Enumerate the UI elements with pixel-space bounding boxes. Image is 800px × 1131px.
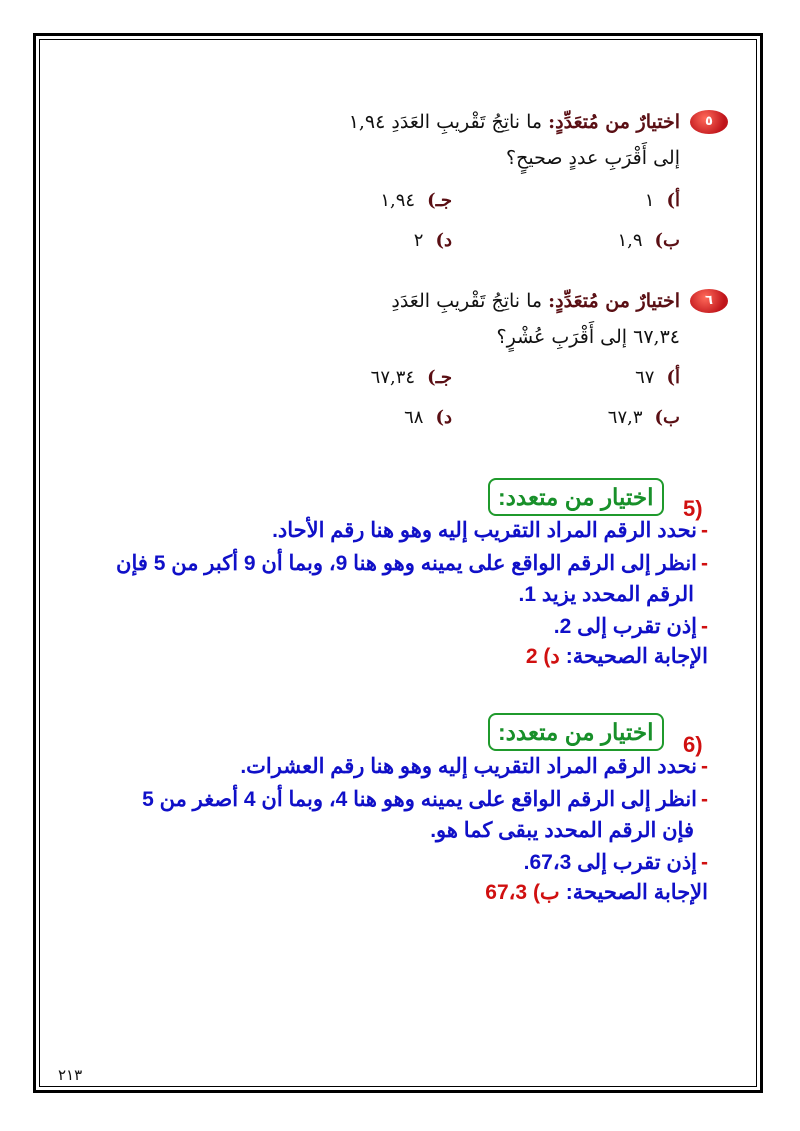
question-5 (120, 104, 713, 264)
solution-title: اختيار من متعدد: (488, 478, 664, 516)
option-value: ١ (644, 190, 655, 211)
option-b (617, 230, 680, 251)
question-line-2: ٦٧,٣٤ إلى أَقْرَبِ عُشْرٍ؟ (496, 326, 680, 348)
option-letter: د) (435, 230, 452, 251)
option-letter: أ) (666, 190, 680, 211)
option-value: ١,٩٤ (380, 190, 416, 211)
option-letter: جـ) (427, 367, 452, 388)
option-letter: أ) (666, 367, 680, 388)
question-line-1: ما ناتِجُ تَقْريبِ العَدَدِ (391, 290, 543, 312)
solution-line: -نحدد الرقم المراد التقريب إليه وهو هنا رقم العشرات. (240, 755, 708, 778)
question-badge: ٥ (690, 110, 728, 134)
question-6 (120, 283, 713, 443)
question-text (120, 283, 680, 355)
option-letter: جـ) (427, 190, 452, 211)
question-lead: اختيارٌ من مُتعَدِّدٍ: (548, 290, 680, 312)
option-letter: ب) (654, 230, 680, 251)
option-letter: د) (435, 407, 452, 428)
question-line-1: ما ناتِجُ تَقْريبِ العَدَدِ ١,٩٤ (348, 111, 543, 133)
solution-number: 6) (683, 732, 703, 757)
page-number: ٢١٣ (58, 1066, 83, 1084)
option-value: ٦٨ (404, 407, 424, 428)
solution-6 (68, 752, 708, 912)
option-d (404, 407, 452, 428)
option-a (635, 367, 680, 388)
solution-answer: الإجابة الصحيحة:ب) 67،3 (485, 881, 708, 904)
question-text (120, 104, 680, 176)
option-c (371, 367, 452, 388)
solution-number: 5) (683, 496, 703, 521)
option-value: ١,٩ (617, 230, 643, 251)
solution-line: -إذن تقرب إلى 2. (553, 615, 708, 638)
question-badge: ٦ (690, 289, 728, 313)
question-line-2: إلى أَقْرَبِ عددٍ صحيحٍ؟ (505, 147, 680, 169)
option-d (414, 230, 452, 251)
solution-answer: الإجابة الصحيحة:د) 2 (525, 645, 708, 668)
option-letter: ب) (654, 407, 680, 428)
solution-line: الرقم المحدد يزيد 1. (518, 583, 694, 606)
solution-line: -انظر إلى الرقم الواقع على يمينه وهو هنا 9، وبما أن 9 أكبر من 5 فإن (116, 552, 708, 575)
option-value: ٦٧ (635, 367, 655, 388)
solution-line: -إذن تقرب إلى 67،3. (523, 851, 708, 874)
solution-5 (68, 516, 708, 676)
question-lead: اختيارٌ من مُتعَدِّدٍ: (548, 111, 680, 133)
option-value: ٢ (413, 230, 424, 251)
solution-line: فإن الرقم المحدد يبقى كما هو. (430, 819, 694, 842)
solution-title: اختيار من متعدد: (488, 713, 664, 751)
solution-line: -انظر إلى الرقم الواقع على يمينه وهو هنا 4، وبما أن 4 أصغر من 5 (142, 788, 708, 811)
solution-line: -نحدد الرقم المراد التقريب إليه وهو هنا رقم الأحاد. (272, 519, 708, 542)
option-a (645, 190, 680, 211)
option-value: ٦٧,٣ (607, 407, 643, 428)
option-c (380, 190, 452, 211)
option-b (608, 407, 680, 428)
option-value: ٦٧,٣٤ (370, 367, 416, 388)
